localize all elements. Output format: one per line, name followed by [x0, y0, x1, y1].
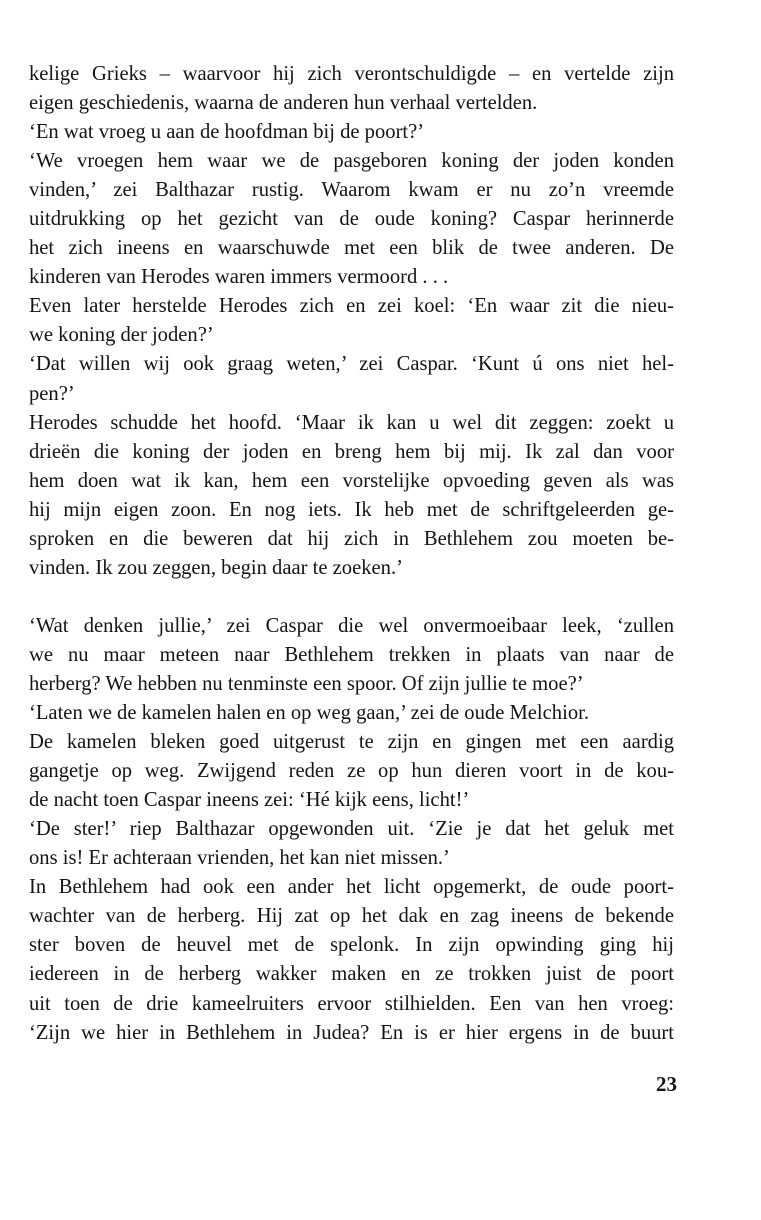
text-line: drieën die koning der joden en breng hem bij mij. Ik zal dan voor [29, 440, 674, 463]
text-line: ‘Zijn we hier in Bethlehem in Judea? En is er hier ergens in de buurt [29, 1021, 674, 1044]
text-line: Herodes schudde het hoofd. ‘Maar ik kan u wel dit zeggen: zoekt u [29, 411, 674, 434]
text-line: hem doen wat ik kan, hem een vorstelijke opvoeding geven als was [29, 469, 674, 492]
paragraph-gap [29, 583, 674, 612]
text-line: ‘Laten we de kamelen halen en op weg gaan,’ zei de oude Melchior. [29, 702, 589, 725]
text-line: kelige Grieks – waarvoor hij zich verontschuldigde – en vertelde zijn [29, 63, 674, 85]
text-line: de nacht toen Caspar ineens zei: ‘Hé kijk eens, licht!’ [29, 789, 470, 812]
text-line: herberg? We hebben nu tenminste een spoor. Of zijn jullie te moe?’ [29, 672, 584, 695]
text-line: ster boven de heuvel met de spelonk. In zijn opwinding ging hij [29, 934, 674, 957]
page-number: 23 [656, 1072, 677, 1096]
text-line: ‘De ster!’ riep Balthazar opgewonden uit. ‘Zie je dat het geluk met [29, 818, 674, 841]
text-line: wachter van de herberg. Hij zat op het dak en zag ineens de bekende [29, 905, 674, 928]
text-line: iedereen in de herberg wakker maken en ze trokken juist de poort [29, 963, 674, 986]
text-line: Even later herstelde Herodes zich en zei koel: ‘En waar zit die nieu- [29, 295, 674, 318]
text-line: De kamelen bleken goed uitgerust te zijn en gingen met een aardig [29, 731, 674, 754]
text-line: sproken en die beweren dat hij zich in Bethlehem zou moeten be- [29, 527, 674, 550]
text-line: kinderen van Herodes waren immers vermoord . . . [29, 266, 449, 289]
text-line: uitdrukking op het gezicht van de oude koning? Caspar herinnerde [29, 208, 674, 231]
text-line: uit toen de drie kameelruiters ervoor stilhielden. Een van hen vroeg: [29, 992, 674, 1015]
text-line: ‘Wat denken jullie,’ zei Caspar die wel onvermoeibaar leek, ‘zullen [29, 614, 674, 637]
text-line: gangetje op weg. Zwijgend reden ze op hun dieren voort in de kou- [29, 760, 674, 783]
text-line: In Bethlehem had ook een ander het licht opgemerkt, de oude poort- [29, 876, 674, 899]
body-text [29, 60, 674, 1048]
text-line: vinden,’ zei Balthazar rustig. Waarom kwam er nu zo’n vreemde [29, 179, 674, 202]
text-line: ‘We vroegen hem waar we de pasgeboren koning der joden konden [29, 150, 674, 173]
text-line: ‘En wat vroeg u aan de hoofdman bij de poort?’ [29, 121, 425, 144]
text-line: we nu maar meteen naar Bethlehem trekken in plaats van naar de [29, 643, 674, 666]
text-line: pen?’ [29, 382, 75, 405]
text-line: we koning der joden?’ [29, 324, 214, 347]
text-line: hij mijn eigen zoon. En nog iets. Ik heb met de schriftgeleerden ge- [29, 498, 674, 521]
text-line: ‘Dat willen wij ook graag weten,’ zei Caspar. ‘Kunt ú ons niet hel- [29, 353, 674, 376]
text-line: het zich ineens en waarschuwde met een blik de twee anderen. De [29, 237, 674, 260]
text-line: eigen geschiedenis, waarna de anderen hun verhaal vertelden. [29, 92, 538, 115]
text-line: vinden. Ik zou zeggen, begin daar te zoeken.’ [29, 556, 403, 579]
text-line: ons is! Er achteraan vrienden, het kan niet missen.’ [29, 847, 450, 870]
